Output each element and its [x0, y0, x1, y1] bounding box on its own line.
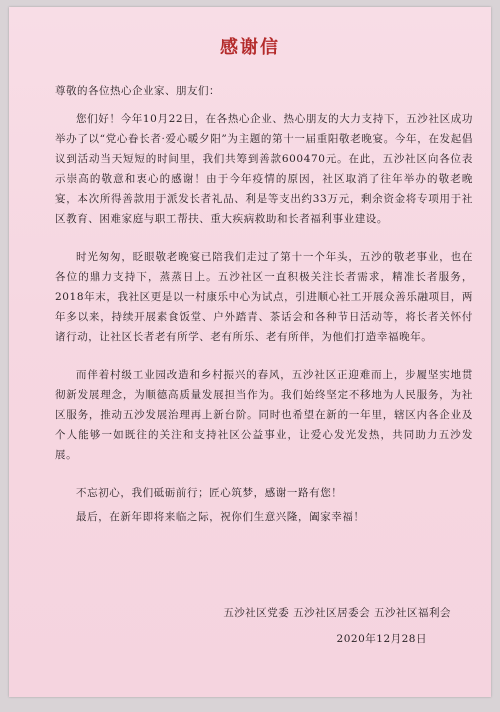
letter-sheet: [9, 7, 491, 697]
paragraph-4: 不忘初心，我们砥砺前行；匠心筑梦，感谢一路有您！: [76, 487, 343, 499]
signature: 五沙社区党委 五沙社区居委会 五沙社区福利会: [223, 607, 451, 619]
letter-date: 2020年12月28日: [336, 633, 427, 645]
salutation: 尊敬的各位热心企业家、朋友们：: [55, 85, 220, 97]
letter-title: 感谢信: [220, 37, 280, 58]
paragraph-1: 您们好！今年10月22日，在各热心企业、热心朋友的大力支持下，五沙社区成功举办了以“党心眷长者·爱心暖夕阳”为主题的第十一届重阳敬老晚宴。今年，在发起倡议到活动当天短短的时间里，我们共筹到善款600470元。在此，五沙社区向各位表示崇高的敬意和衷心的感谢！由于今年疫情的原因，社区取消了往年举办的敬老晚宴，本次所得善款用于派发长者礼品、利是等支出约33万元，剩余资金将专项用于社区教育、困难家庭与职工帮扶、重大疾病救助和长者福利事业建设。: [55, 113, 473, 225]
paragraph-5: 最后，在新年即将来临之际，祝你们生意兴隆，阖家幸福！: [76, 511, 365, 523]
letter-body: [55, 109, 473, 531]
paragraph-3: 而伴着村级工业园改造和乡村振兴的春风，五沙社区正迎难而上，步履坚实地贯彻新发展理念，为顺德高质量发展担当作为。我们始终坚定不移地为人民服务，为社区服务，推动五沙发展治理再上新台阶。同时也希望在新的一年里，辖区内各企业及个人能够一如既往的关注和支持社区公益事业，让爱心发光发热，共同助力五沙发展。: [55, 369, 473, 461]
paragraph-2: 时光匆匆，眨眼敬老晚宴已陪我们走过了第十一个年头，五沙的敬老事业，也在各位的鼎力支持下，蒸蒸日上。五沙社区一直积极关注长者需求，精准长者服务，2018年末，我社区更是以一村康乐中心为试点，引进顺心社工开展众善乐融项目，两年多以来，持续开展素食饭堂、户外踏青、茶话会和各种节日活动等，将长者关怀付诸行动，让社区长者老有所学、老有所乐、老有所伴，为他们打造幸福晚年。: [55, 251, 473, 343]
